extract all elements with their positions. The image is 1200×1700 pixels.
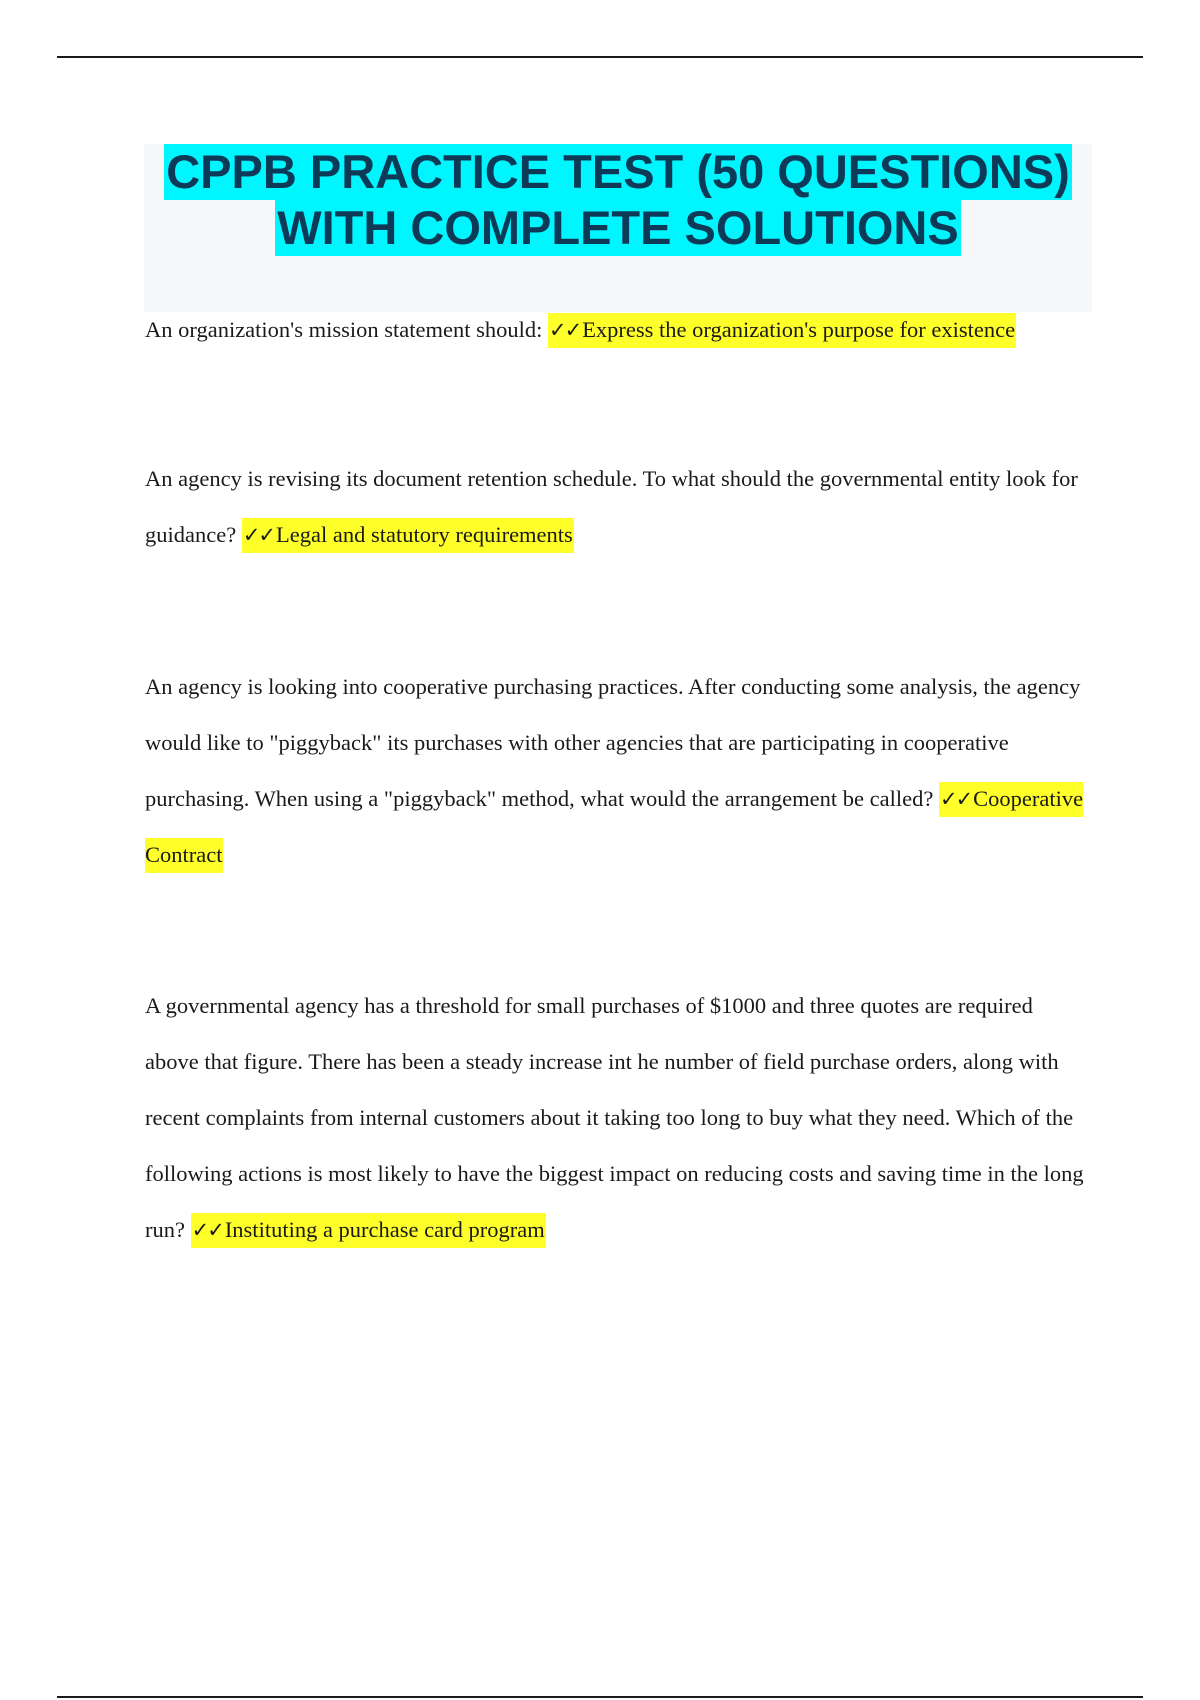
answer-text: Instituting a purchase card program xyxy=(224,1217,545,1242)
answer-text: Legal and statutory requirements xyxy=(276,522,573,547)
answer-highlight xyxy=(548,313,1016,348)
answer-highlight xyxy=(191,1213,546,1248)
question-text: An agency is looking into cooperative purchasing practices. After conducting some analysis, the agency would like to "piggyback" its purchases with other agencies that are participating in cooperative purchasing. When using a "piggyback" method, what would the arrangement be called? xyxy=(145,674,1081,811)
question-item-1 xyxy=(145,302,1090,358)
title-line-2: WITH COMPLETE SOLUTIONS xyxy=(277,201,959,254)
double-check-icon: ✓✓ xyxy=(939,787,972,811)
double-check-icon: ✓✓ xyxy=(548,318,581,342)
question-item-3 xyxy=(145,659,1090,883)
answer-highlight xyxy=(242,518,574,553)
double-check-icon: ✓✓ xyxy=(242,523,275,547)
question-text: A governmental agency has a threshold for small purchases of $1000 and three quotes are required above that figure. There has been a steady increase int he number of field purchase orders, along with recent complaints from internal customers about it taking too long to buy what they need. Which of the following actions is most likely to have the biggest impact on reducing costs and saving time in the long run? xyxy=(145,993,1084,1242)
page-title xyxy=(144,144,1092,256)
answer-text: Express the organization's purpose for existence xyxy=(582,317,1016,342)
header-rule xyxy=(57,56,1143,58)
answer-text: Cooperative Contract xyxy=(145,786,1084,867)
title-line-1: CPPB PRACTICE TEST (50 QUESTIONS) xyxy=(166,145,1070,198)
double-check-icon: ✓✓ xyxy=(191,1218,223,1242)
question-text: An organization's mission statement should: xyxy=(145,317,543,342)
question-item-2 xyxy=(145,451,1090,563)
question-item-4 xyxy=(145,978,1090,1258)
footer-rule xyxy=(57,1696,1143,1698)
question-text: An agency is revising its document retention schedule. To what should the governmental entity look for guidance? xyxy=(145,466,1078,547)
